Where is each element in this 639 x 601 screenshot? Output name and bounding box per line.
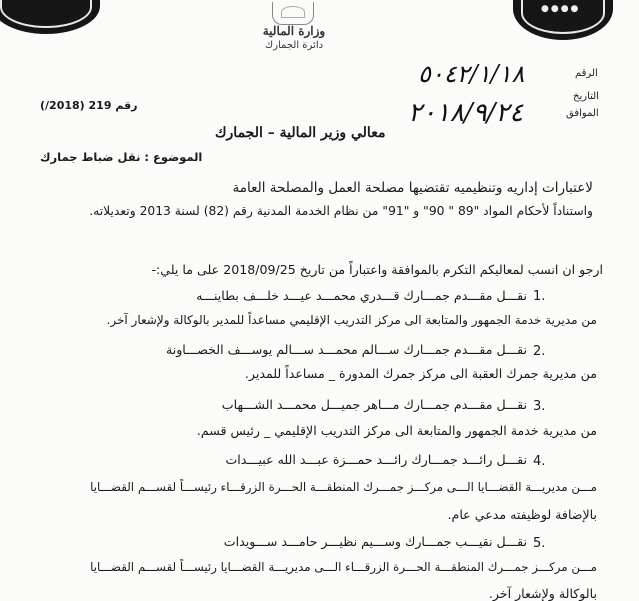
ref-handwritten: ٥٠٤٢/١/١٨ [418,60,525,88]
date-handwritten: ٢٠١٨/٩/٢٤ [408,98,524,128]
department-name: دائرة الجمارك [264,40,324,51]
item-4-line-2: مـــن مديريـــة القضـــايا الـــى مركـــز جمـــرك المنطقـــة الحـــرة الزرقـــاء رئيســـاً لقســـم القضـــايا [90,480,597,494]
item-1-number: 1. [533,289,546,304]
letter-ref-number: رقم 219 (2018/) [40,99,138,112]
item-2-number: 2. [533,344,546,359]
ministry-emblem-icon [272,2,314,25]
date-label: التاريخ [573,91,599,102]
intro-line-1: لاعتبارات إداريه وتنظيميه تقتضيها مصلحة العمل والمصلحة العامة [232,180,593,196]
item-2-line-1: نقـــل مقـــدم جمـــارك ســـالم محمـــد ســـالم يوســـف الخصـــاونة [165,342,527,357]
item-2-line-2: من مديرية جمرك العقبة الى مركز جمرك المدورة _ مساعداً للمدير. [244,366,597,381]
item-3-line-2: من مديرية خدمة الجمهور والمتابعة الى مركز التدريب الإقليمي _ رئيس قسم. [196,423,597,438]
item-5-number: 5. [533,536,546,551]
item-3-number: 3. [533,399,546,414]
ministry-name: وزارة المالية [262,24,326,38]
item-1-line-1: نقـــل مقـــدم جمـــارك قـــدري محمـــد عيـــد خلـــف بطاينـــه [196,288,527,303]
item-5-line-3: بالوكالة ولإشعار آخر. [488,586,597,601]
item-1-line-2: من مديرية خدمة الجمهور والمتابعة الى مركز التدريب الإقليمي مساعداً للمدير بالوكالة ولإشعار آخر. [106,313,597,327]
item-5-line-1: نقـــل نقيـــب جمـــارك وســـيم نظيـــر حامـــد ســـويدات [223,534,527,549]
subject-line: الموضوع : نقل ضباط جمارك [40,150,203,164]
item-4-line-1: نقـــل رائـــد جمـــارك رائـــد حمـــزة عبـــد الله عبيـــدات [225,452,527,467]
item-5-line-2: مـــن مركـــز جمـــرك المنطقـــة الحـــرة الزرقـــاء الـــى مديريـــة القضـــايا رئيســـاً لقســـم القضـــايا [90,560,597,574]
left-seal [0,0,100,34]
item-3-line-1: نقـــل مقـــدم جمـــارك مـــاهر جميـــل محمـــد الشـــهاب [221,397,527,412]
salutation: معالي وزير المالية – الجمارك [215,125,386,141]
intro-line-2: واستناداً لأحكام المواد "89 " 90" و "91" من نظام الخدمة المدنية رقم (82) لسنة 2013 وتعديلاته. [89,204,593,218]
right-seal: ●●●● [513,0,613,40]
ref-label: الرقم [575,68,598,79]
item-4-line-3: بالإضافة لوظيفته مدعي عام. [447,507,597,522]
request-line: ارجو ان انسب لمعاليكم التكرم بالموافقة واعتباراً من تاريخ 2018/09/25 على ما يلي:- [151,262,603,277]
corresponding-label: الموافق [566,108,599,119]
item-4-number: 4. [533,454,546,469]
